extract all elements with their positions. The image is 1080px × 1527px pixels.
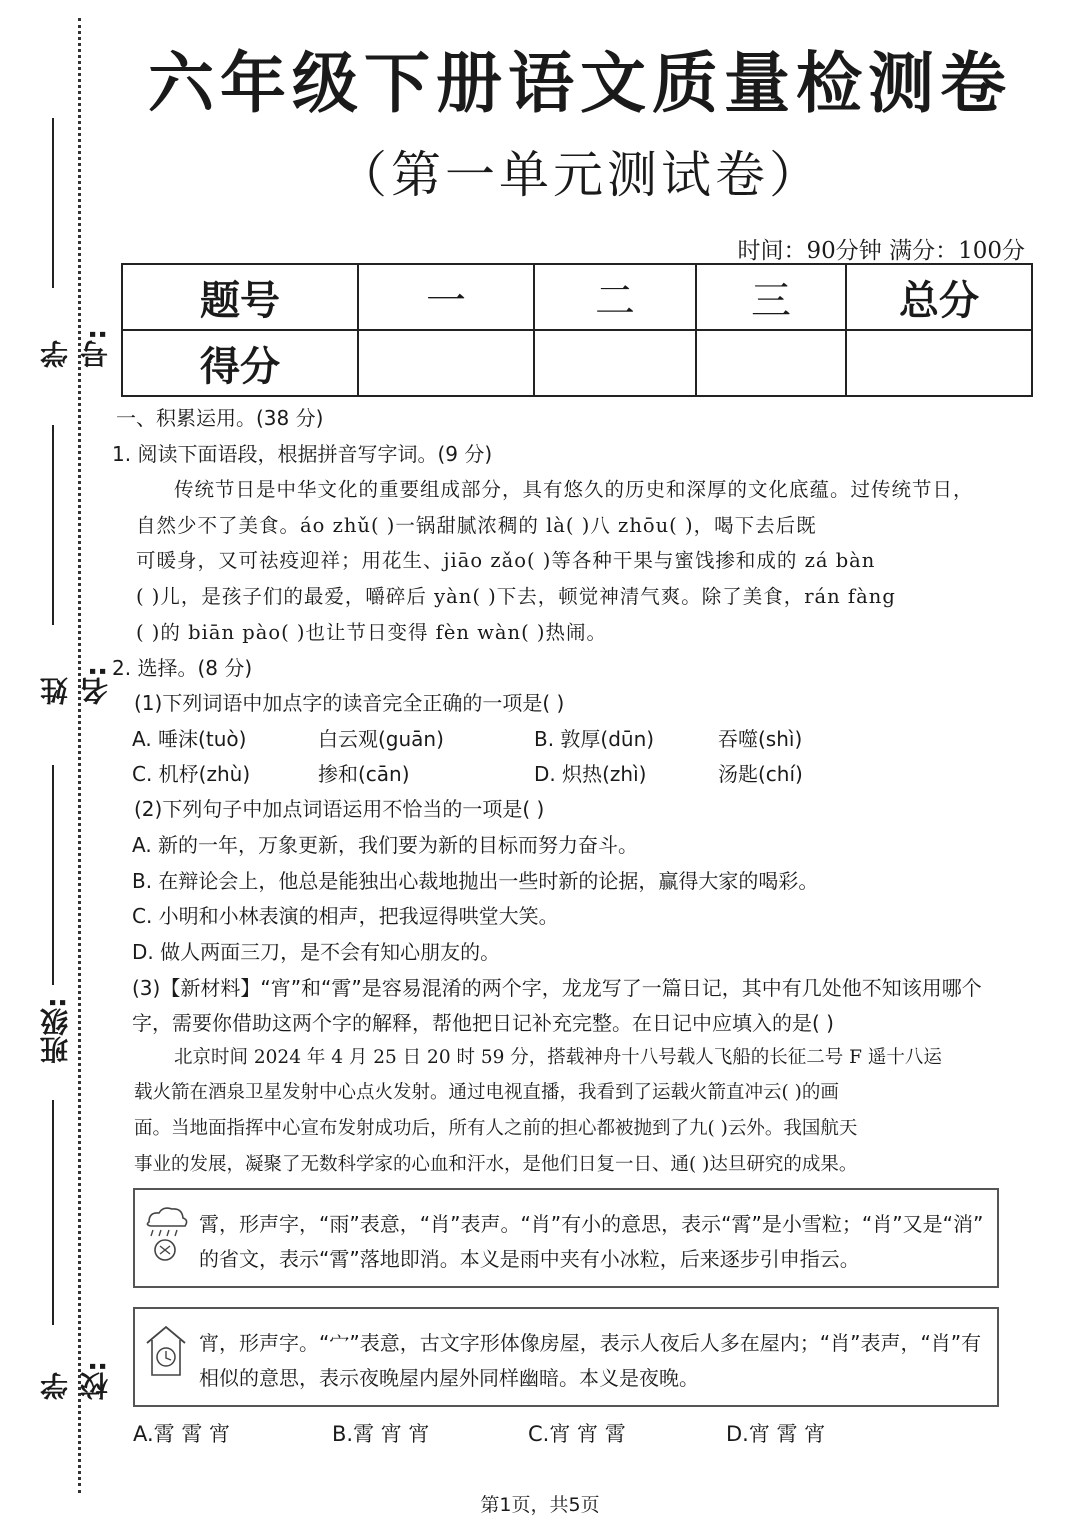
question-1-title: 1. 阅读下面语段，根据拼音写字词。(9 分)	[112, 442, 493, 466]
q2-1-option: D. 炽热(zhì)	[534, 762, 647, 786]
definition-text: 的省文，表示“霄”落地即消。本义是雨中夹有小冰粒，后来逐步引申指云。	[199, 1247, 860, 1271]
diary-line: 载火箭在酒泉卫星发射中心点火发射。通过电视直播，我看到了运载火箭直冲云( )的画	[134, 1082, 839, 1103]
q2-2-stem: (2)下列句子中加点词语运用不恰当的一项是( )	[134, 797, 545, 821]
binding-dotted-line	[78, 18, 81, 1493]
q2-1-option: C. 机杼(zhù)	[132, 762, 251, 786]
student-id-line	[52, 118, 54, 288]
q2-2-option: B. 在辩论会上，他总是能独出心裁地抛出一些时新的论据，赢得大家的喝彩。	[132, 869, 819, 893]
q2-1-stem: (1)下列词语中加点字的读音完全正确的一项是( )	[134, 691, 565, 715]
q2-1-option: 吞噬(shì)	[718, 727, 803, 751]
score-table-cell: 三	[696, 264, 846, 330]
name-field[interactable]	[14, 425, 112, 705]
q2-3-choice-c: C.宵 宵 霄	[528, 1422, 626, 1446]
name-line	[52, 425, 54, 625]
school-field[interactable]	[14, 1100, 112, 1400]
definition-text: 霄，形声字，“雨”表意，“肖”表声。“肖”有小的意思，表示“霄”是小雪粒；“肖”又是“消”	[199, 1212, 984, 1236]
question-2-title: 2. 选择。(8 分)	[112, 656, 253, 680]
q2-3-stem: (3)【新材料】“宵”和“霄”是容易混淆的两个字，龙龙写了一篇日记，其中有几处他不知该用哪个	[132, 976, 982, 1000]
q2-1-option: 掺和(cān)	[318, 762, 410, 786]
house-night-icon	[143, 1323, 189, 1383]
q2-1-option: 汤匙(chí)	[718, 762, 803, 786]
class-line	[52, 765, 54, 985]
score-input-cell[interactable]	[846, 330, 1032, 396]
score-table-cell: 二	[534, 264, 696, 330]
score-table-score-row	[122, 330, 1032, 396]
q2-3-choice-a: A.霄 霄 宵	[133, 1422, 231, 1446]
page-subtitle: （第一单元测试卷）	[337, 146, 823, 204]
score-table-cell: 得分	[122, 330, 358, 396]
page-footer: 第1页，共5页	[480, 1494, 600, 1516]
definition-box-xiao-night	[133, 1307, 999, 1407]
name-label: 姓名:	[39, 665, 112, 705]
class-label: 班级:	[39, 997, 72, 1065]
time-info: 时间：90分钟 满分：100分	[737, 238, 1025, 264]
definition-box-xiao-snow	[133, 1188, 999, 1288]
class-field[interactable]	[14, 765, 74, 1065]
q2-1-option: 白云观(guān)	[318, 727, 444, 751]
q2-2-option: C. 小明和小林表演的相声，把我逗得哄堂大笑。	[132, 904, 559, 928]
diary-line: 北京时间 2024 年 4 月 25 日 20 时 59 分，搭载神舟十八号载人飞船的长征二号 F 遥十八运	[174, 1047, 942, 1068]
binding-margin	[0, 0, 112, 1527]
score-table-header-row	[122, 264, 1032, 330]
student-id-field[interactable]	[14, 118, 112, 368]
student-id-label: 学号:	[39, 328, 112, 368]
q2-3-stem: 字，需要你借助这两个字的解释，帮他把日记补充完整。在日记中应填入的是( )	[132, 1011, 834, 1035]
q1-line: 传统节日是中华文化的重要组成部分，具有悠久的历史和深厚的文化底蕴。过传统节日，	[174, 478, 974, 501]
score-table-cell: 一	[358, 264, 534, 330]
score-table-cell: 题号	[122, 264, 358, 330]
score-input-cell[interactable]	[696, 330, 846, 396]
q2-1-option: B. 敦厚(dūn)	[534, 727, 655, 751]
school-label: 学校:	[39, 1360, 112, 1400]
q2-2-option: A. 新的一年，万象更新，我们要为新的目标而努力奋斗。	[132, 833, 639, 857]
diary-line: 面。当地面指挥中心宣布发射成功后，所有人之前的担心都被抛到了九( )云外。我国航天	[134, 1118, 858, 1139]
page-title: 六年级下册语文质量检测卷	[148, 44, 1012, 122]
q1-line: ( )的 biān pào( )也让节日变得 fèn wàn( )热闹。	[136, 621, 607, 644]
definition-text: 宵，形声字。“宀”表意，古文字形体像房屋，表示人夜后人多在屋内；“肖”表声，“肖”有	[199, 1331, 982, 1355]
q1-line: 可暖身，又可祛疫迎祥；用花生、jiāo zǎo( )等各种干果与蜜饯掺和成的 zá bàn	[136, 549, 876, 572]
q2-3-choice-b: B.霄 宵 宵	[332, 1422, 430, 1446]
diary-line: 事业的发展，凝聚了无数科学家的心血和汗水，是他们日复一日、通( )达旦研究的成果。	[134, 1154, 858, 1175]
school-line	[52, 1100, 54, 1325]
q2-2-option: D. 做人两面三刀，是不会有知心朋友的。	[132, 940, 501, 964]
definition-text: 相似的意思，表示夜晚屋内屋外同样幽暗。本义是夜晚。	[199, 1366, 699, 1390]
snow-cloud-icon	[143, 1204, 189, 1264]
q1-line: ( )儿，是孩子们的最爱，嚼碎后 yàn( )下去，顿觉神清气爽。除了美食，rán fàng	[136, 585, 896, 608]
q2-3-choice-d: D.宵 霄 宵	[726, 1422, 826, 1446]
q2-1-option: A. 唾沫(tuò)	[132, 727, 247, 751]
section-heading: 一、积累运用。(38 分)	[116, 406, 324, 430]
score-input-cell[interactable]	[358, 330, 534, 396]
score-table-cell: 总分	[846, 264, 1032, 330]
score-table	[121, 263, 1033, 397]
q1-line: 自然少不了美食。áo zhǔ( )一锅甜腻浓稠的 là( )八 zhōu( )，喝下去后既	[136, 514, 817, 537]
score-input-cell[interactable]	[534, 330, 696, 396]
